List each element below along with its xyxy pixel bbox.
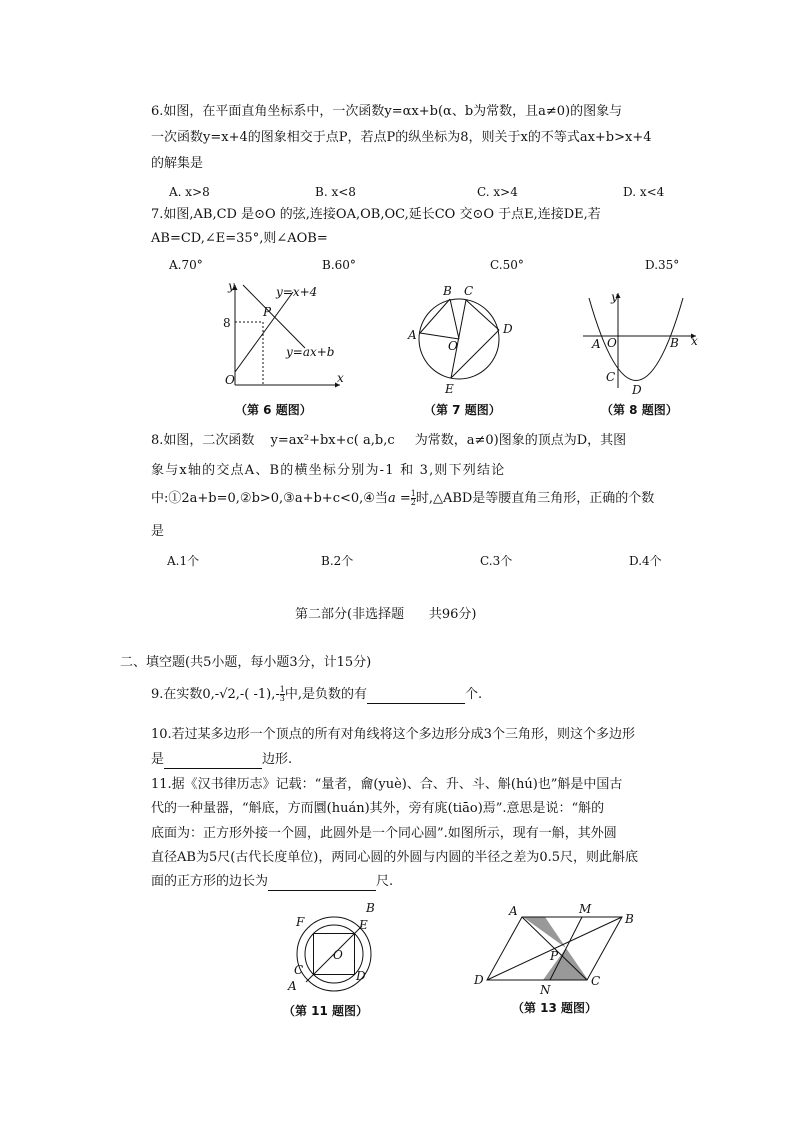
- figure-13: [470, 900, 645, 995]
- q10-line1: 10.若过某多边形一个顶点的所有对角线将这个多边形分成3个三角形，则这个多边形: [151, 727, 635, 742]
- q10-answer-blank[interactable]: [164, 754, 262, 769]
- fig11-label-f: F: [296, 915, 305, 929]
- q11-line5-post: 尺.: [376, 874, 394, 889]
- q6-line1: 6.如图，在平面直角坐标系中，一次函数y=αx+b(α、b为常数，且a≠0)的图象与: [151, 104, 623, 119]
- q9-fraction: $\frac{1}{3}$: [279, 685, 285, 703]
- q9-end: 个.: [465, 687, 483, 702]
- q9-answer-blank[interactable]: [367, 689, 465, 704]
- q8-option-d: D.4个: [629, 554, 662, 568]
- part2-title: 第二部分(非选择题 共96分): [295, 607, 477, 622]
- fig8-label-a: A: [592, 337, 601, 351]
- fig8-label-c: C: [606, 370, 616, 384]
- fig11-label-o: O: [333, 948, 343, 962]
- q8-line1-part3: 为常数，a≠0)图象的顶点为D，其图: [414, 433, 627, 448]
- q10-line2: [151, 751, 292, 769]
- q7-option-c: C.50°: [490, 258, 524, 272]
- fig8-label-o: O: [607, 336, 617, 350]
- figure-7: [403, 282, 525, 397]
- q9-pre: 9.在实数0,-: [151, 687, 220, 702]
- fig8-caption: （第 8 题图）: [601, 403, 678, 417]
- q11-answer-blank[interactable]: [268, 876, 376, 891]
- fig13-shaded-triangle-top: [523, 917, 566, 948]
- q11-line2: 代的一种量器，“斛底，方而圜(huán)其外，旁有庣(tiāo)焉”.意思是说：“斛的: [151, 801, 605, 816]
- q11-line4: 直径AB为5尺(古代长度单位)，两同心圆的外圆与内圆的半径之差为0.5尺，则此斛底: [151, 850, 639, 865]
- q9-mid: ,-( -1),-: [235, 687, 280, 702]
- q8-option-a: A.1个: [167, 554, 200, 568]
- fig7-label-d: D: [503, 322, 513, 336]
- fig13-label-p: P: [550, 949, 559, 963]
- fig6-x-label: x: [337, 371, 344, 385]
- fig6-line2-label: y=ax+b: [286, 345, 335, 359]
- fig13-caption: （第 13 题图）: [512, 1001, 598, 1015]
- fig11-label-a: A: [288, 979, 297, 993]
- q8-option-c: C.3个: [480, 554, 513, 568]
- q8-line4: 是: [151, 524, 165, 539]
- q9-line: [151, 686, 482, 704]
- fig8-y-label: y: [611, 290, 618, 304]
- fig8-parabola: [589, 298, 683, 381]
- q7-option-d: D.35°: [645, 258, 680, 272]
- q8-line1-part1: 8.如图，二次函数: [151, 433, 255, 448]
- q6-option-a: A. x>8: [169, 185, 210, 199]
- fig8-x-label: x: [691, 334, 698, 348]
- fig7-label-o: O: [448, 339, 458, 353]
- q8-line1-formula: y=ax²+bx+c( a,b,c: [270, 433, 395, 448]
- q7-option-b: B.60°: [322, 258, 356, 272]
- q8-option-b: B.2个: [321, 554, 354, 568]
- q6-option-c: C. x>4: [477, 185, 518, 199]
- q11-line1: 11.据《汉书律历志》记载：“量者，龠(yuè)、合、升、斗、斛(hú)也”斛是中国古: [151, 777, 623, 792]
- section2-title: 二、填空题(共5小题，每小题3分，计15分): [120, 655, 372, 670]
- q8-fraction: $\frac{1}{2}$: [410, 489, 416, 507]
- q6-line2: 一次函数y=x+4的图象相交于点P，若点P的纵坐标为8，则关于x的不等式ax+b>x+4: [151, 130, 652, 145]
- figure-6: [215, 280, 350, 395]
- q9-sqrt: √2: [219, 687, 236, 702]
- q9-post: 中,是负数的有: [284, 687, 367, 702]
- q8-line3-a-equals: a =: [387, 491, 411, 506]
- fig11-label-b: B: [366, 901, 375, 915]
- q6-line3: 的解集是: [151, 156, 204, 171]
- fig13-label-c: C: [591, 974, 601, 988]
- q11-line5: [151, 873, 393, 891]
- q8-line3-part1: 中:①2a+b=0,②b>0,③a+b+c<0,④当: [151, 491, 388, 506]
- q7-option-a: A.70°: [169, 258, 203, 272]
- q6-option-b: B. x<8: [315, 185, 356, 199]
- fig13-label-m: M: [579, 902, 592, 916]
- q10-line2-pre: 是: [151, 752, 165, 767]
- fig7-label-b: B: [443, 284, 452, 298]
- fig6-caption: （第 6 题图）: [235, 403, 312, 417]
- figure-11: [283, 900, 378, 992]
- fig6-point-p: P: [263, 305, 272, 319]
- fig11-label-c: C: [294, 963, 304, 977]
- q6-option-d: D. x<4: [623, 185, 665, 199]
- q11-line3: 底面为：正方形外接一个圆，此圆外是一个同心圆”.如图所示，现有一斛，其外圆: [151, 826, 617, 841]
- fig8-label-d: D: [632, 383, 642, 397]
- fig13-label-b: B: [625, 912, 634, 926]
- fig13-label-a: A: [509, 904, 518, 918]
- q8-line3-part3: 时,△ABD是等腰直角三角形，正确的个数: [415, 491, 655, 506]
- q8-line3: [151, 490, 654, 508]
- fig7-label-e: E: [445, 382, 454, 396]
- fig6-line-x-plus-4: [235, 292, 293, 372]
- fig6-line1-label: y=x+4: [276, 285, 318, 299]
- q7-line1: 7.如图,AB,CD 是⊙O 的弦,连接OA,OB,OC,延长CO 交⊙O 于点E,连接DE,若: [151, 207, 601, 222]
- fig13-label-n: N: [540, 983, 551, 997]
- fig11-caption: （第 11 题图）: [283, 1004, 369, 1018]
- fig6-eight-label: 8: [223, 316, 231, 330]
- fig6-origin-label: O: [225, 373, 235, 387]
- fig7-label-c: C: [464, 284, 474, 298]
- fig8-label-b: B: [670, 336, 679, 350]
- fig11-label-d: D: [356, 969, 366, 983]
- q11-line5-pre: 面的正方形的边长为: [151, 874, 269, 889]
- q8-line1: [151, 432, 626, 450]
- fig6-y-label: y: [228, 279, 235, 293]
- figure-8: [578, 288, 708, 398]
- q10-line2-post: 边形.: [262, 752, 293, 767]
- q8-line2: 象与x轴的交点A、B的横坐标分别为-1 和 3,则下列结论: [151, 463, 506, 478]
- fig13-label-d: D: [474, 973, 484, 987]
- fig7-label-a: A: [408, 328, 417, 342]
- fig7-caption: （第 7 题图）: [424, 403, 501, 417]
- fig11-label-e: E: [359, 918, 368, 932]
- q7-line2: AB=CD,∠E=35°,则∠AOB=: [151, 231, 328, 246]
